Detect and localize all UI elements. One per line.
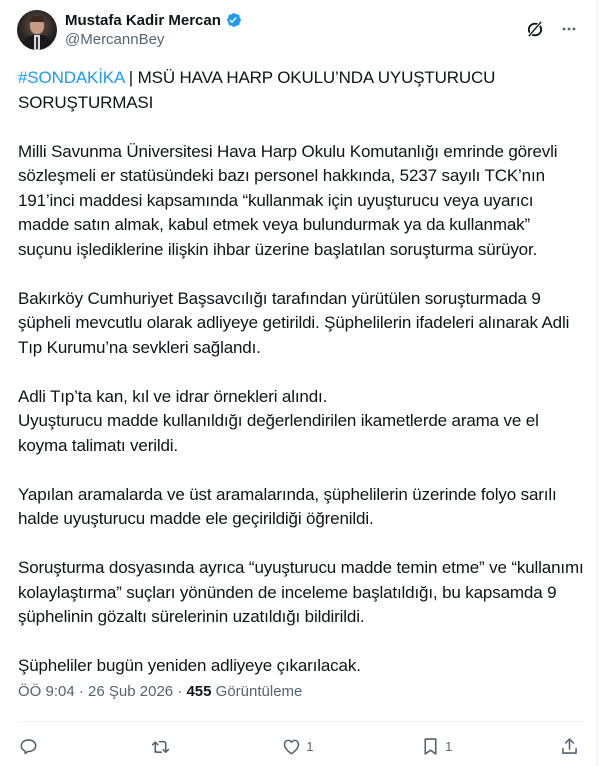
display-name[interactable]: Mustafa Kadir Mercan [65, 11, 221, 29]
share-button[interactable] [559, 736, 584, 757]
reply-button[interactable] [18, 736, 43, 757]
heart-icon [281, 736, 302, 757]
paragraph-3 [18, 385, 584, 459]
action-bar [18, 731, 584, 761]
meta-separator: · [173, 683, 187, 700]
paragraph-3-line-2: Uyuşturucu madde kullanıldığı değerlendirilen ikametlerde arama ve el koyma talimatı verildi. [18, 411, 539, 455]
retweet-icon [150, 736, 171, 757]
share-icon [559, 736, 580, 757]
paragraph-6: Şüpheliler bugün yeniden adliyeye çıkarılacak. [18, 656, 361, 675]
views-count[interactable]: 455 [186, 683, 212, 700]
timestamp-date[interactable]: 26 Şub 2026 [88, 683, 174, 700]
header-actions [525, 19, 579, 39]
tweet-header [17, 8, 579, 52]
title-text: | MSÜ HAVA HARP OKULU’NDA UYUŞTURUCU SORUŞTURMASI [18, 68, 496, 112]
paragraph-2: Bakırköy Cumhuriyet Başsavcılığı tarafından yürütülen soruşturmada 9 şüpheli mevcutlu olarak adliyeye getirildi. Şüphelilerin ifadeleri alınarak Adli Tıp Kurumu’na sevkleri sağlandı. [18, 288, 570, 357]
tweet-text [18, 66, 584, 703]
timestamp-time[interactable]: ÖÖ 9:04 [18, 683, 75, 700]
handle[interactable]: @MercannBey [65, 31, 165, 48]
avatar-tie [36, 37, 38, 49]
paragraph-5: Soruşturma dosyasında ayrıca “uyuşturucu madde temin etme” ve “kullanımı kolaylaştırma” suçları yönünden de inceleme başlatıldığı, bu kapsamda 9 şüphelinin gözaltı sürelerinin uzatıldığı bildirildi. [18, 558, 584, 626]
like-count: 1 [306, 738, 314, 754]
hashtag-link[interactable]: #SONDAKİKA [18, 68, 125, 87]
paragraph-4: Yapılan aramalarda ve üst aramalarında, şüphelilerin üzerinde folyo sarılı halde uyuşturucu madde ele geçirildiği öğrenildi. [18, 484, 557, 528]
bookmark-icon [420, 736, 441, 757]
verified-badge-icon[interactable] [225, 11, 243, 29]
tweet-meta [18, 682, 302, 702]
grok-icon[interactable] [525, 19, 545, 39]
meta-separator: · [74, 683, 89, 700]
author-info [65, 10, 243, 50]
bookmark-count: 1 [445, 738, 453, 754]
like-button[interactable] [281, 736, 313, 757]
more-icon[interactable] [559, 19, 579, 39]
reply-icon [18, 736, 39, 757]
retweet-button[interactable] [150, 736, 175, 757]
paragraph-3-line-1: Adli Tıp’ta kan, kıl ve idrar örnekleri alındı. [18, 386, 328, 406]
tweet-title [18, 66, 584, 115]
divider [18, 721, 584, 722]
name-row [65, 10, 243, 30]
bookmark-button[interactable] [420, 736, 452, 757]
avatar-hair [30, 16, 44, 22]
avatar[interactable] [17, 10, 57, 50]
paragraph-1: Milli Savunma Üniversitesi Hava Harp Okulu Komutanlığı emrinde görevli sözleşmeli er statüsündeki bazı personel hakkında, 5237 sayılı TCK’nın 191’inci maddesi kapsamında “kullanmak için uyuşturucu veya uyarıcı madde satın almak, kabul etmek veya bulundurmak ya da kullanmak” suçunu işlediklerine ilişkin ihbar üzerine başlatılan soruşturma sürüyor. [18, 141, 558, 259]
views-label[interactable]: Görüntüleme [211, 683, 303, 700]
